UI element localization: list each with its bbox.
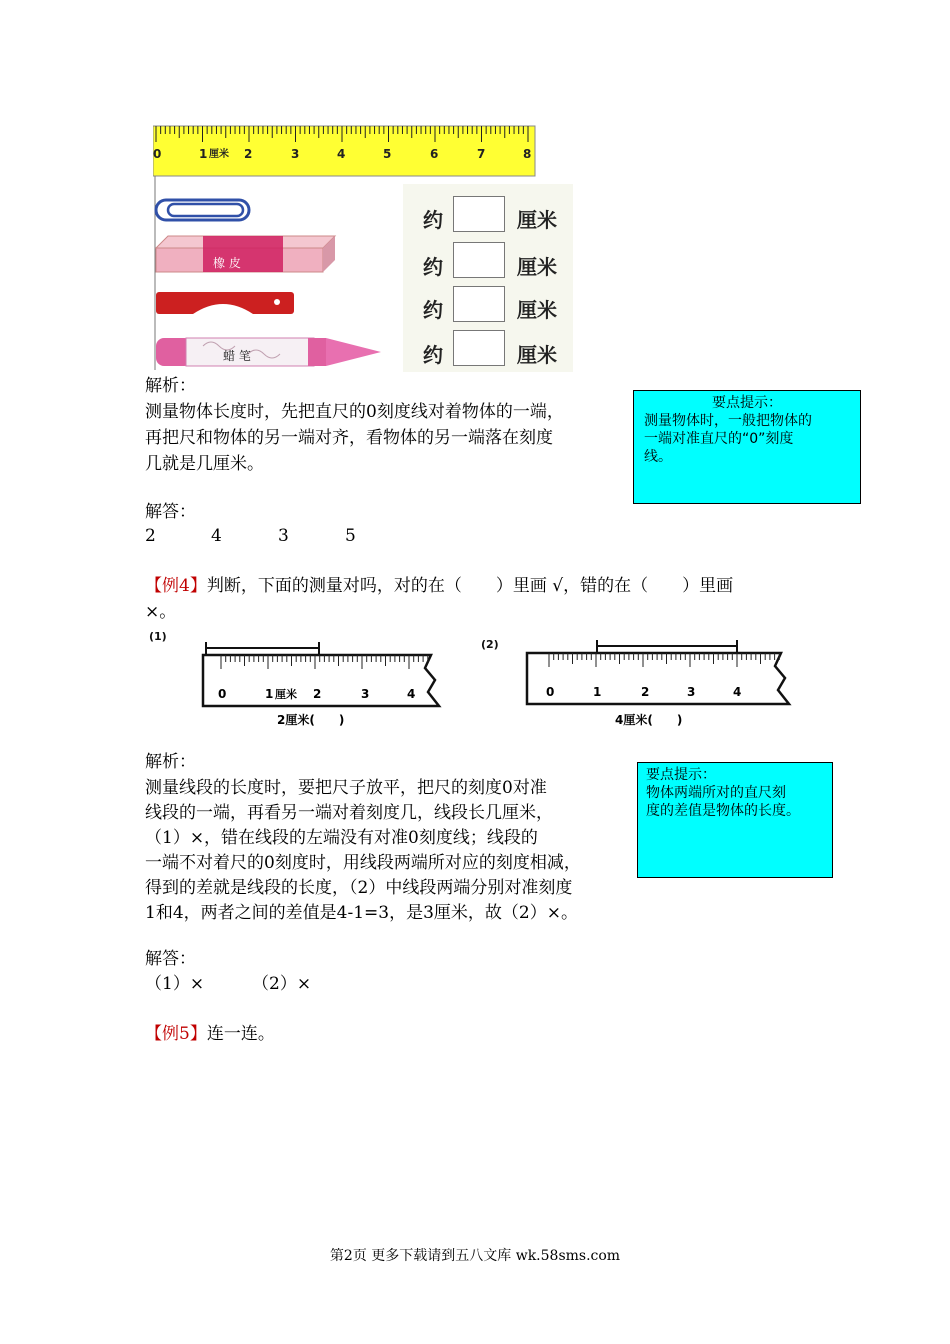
ex3-analysis-label: 解析： <box>145 376 196 396</box>
r2-tick-4: 4 <box>733 685 742 699</box>
r1-tick-0: 0 <box>218 687 227 701</box>
ex4-tag: 【例4】 <box>145 576 207 596</box>
ex4-hint-box <box>637 762 833 878</box>
ex4-analysis-line-6: 1和4，两者之间的差值是4-1=3，是3厘米，故（2）×。 <box>145 903 578 923</box>
row2-suffix: 厘米 <box>517 255 557 279</box>
tick-label-8: 8 <box>523 147 532 161</box>
crayon-label: 蜡 笔 <box>223 349 251 363</box>
ex3-hint-box <box>633 390 861 504</box>
tick-label-6: 6 <box>430 147 439 161</box>
ex5-tag: 【例5】 <box>145 1024 207 1044</box>
ex3-answer-1: 2 <box>145 526 156 546</box>
ex4-answer-label: 解答： <box>145 949 196 969</box>
answer-box-3[interactable] <box>453 286 505 322</box>
page-footer: 第2页 更多下载请到五八文库 wk.58sms.com <box>329 1248 621 1264</box>
ex3-analysis-line-3: 几就是几厘米。 <box>145 454 264 474</box>
ex4-analysis-line-2: 线段的一端，再看另一端对着刻度几，线段长几厘米， <box>145 803 553 823</box>
ex3-hint-line-1: 测量物体时，一般把物体的 <box>644 413 812 429</box>
ex4-analysis-label: 解析： <box>145 752 196 772</box>
tick-label-5: 5 <box>383 147 392 161</box>
ex5-question-text: 连一连。 <box>206 1024 275 1044</box>
tick-label-3: 3 <box>291 147 300 161</box>
ex3-analysis-line-1: 测量物体长度时，先把直尺的0刻度线对着物体的一端， <box>145 402 564 422</box>
tick-label-2: 2 <box>244 147 253 161</box>
ex4-analysis-line-4: 一端不对着尺的0刻度时，用线段两端所对应的刻度相减， <box>145 853 581 873</box>
tick-unit: 厘米 <box>209 149 229 160</box>
ex3-hint-line-2: 一端对准直尺的“0”刻度 <box>644 431 794 447</box>
ex4-analysis-line-3: （1）×，错在线段的左端没有对准0刻度线；线段的 <box>145 828 538 848</box>
r1-tick-3: 3 <box>361 687 370 701</box>
r1-tick-1: 1 <box>265 687 274 701</box>
row2-prefix: 约 <box>423 255 443 279</box>
answer-box-1[interactable] <box>453 196 505 232</box>
ex3-answer-4: 5 <box>345 526 356 546</box>
ex4-question-text: 判断，下面的测量对吗，对的在（ ）里画 √，错的在（ ）里画 <box>206 576 734 596</box>
ex3-analysis-line-2: 再把尺和物体的另一端对齐，看物体的另一端落在刻度 <box>145 428 553 448</box>
ex4-hint-title: 要点提示： <box>646 767 716 783</box>
ruler-2-body <box>527 653 789 704</box>
row4-prefix: 约 <box>423 343 443 367</box>
ex3-hint-line-3: 线。 <box>644 449 672 465</box>
ex4-hint-line-1: 物体两端所对的直尺刻 <box>646 785 786 801</box>
fig1-label: (1) <box>149 630 167 643</box>
ex3-hint-title: 要点提示： <box>712 395 782 411</box>
ruler-figure <box>153 124 573 372</box>
tick-label-4: 4 <box>337 147 346 161</box>
tick-label-1: 1 <box>199 147 208 161</box>
ex3-answer-2: 4 <box>211 526 222 546</box>
r2-tick-0: 0 <box>546 685 555 699</box>
ex5-question <box>145 1022 275 1046</box>
ex4-answer-2: （2）× <box>252 974 312 994</box>
r2-tick-1: 1 <box>593 685 602 699</box>
row1-prefix: 约 <box>423 208 443 232</box>
row4-suffix: 厘米 <box>517 343 557 367</box>
ex4-hint-line-2: 度的差值是物体的长度。 <box>646 803 800 819</box>
r2-tick-3: 3 <box>687 685 696 699</box>
r1-tick-2: 2 <box>313 687 322 701</box>
ex4-question-line-1 <box>145 574 733 598</box>
r1-tick-unit: 厘米 <box>275 688 297 701</box>
row3-prefix: 约 <box>423 298 443 322</box>
r2-tick-2: 2 <box>641 685 650 699</box>
tick-label-7: 7 <box>477 147 486 161</box>
fig2-caption: 4厘米( ) <box>615 713 683 727</box>
eraser-label: 橡 皮 <box>213 256 241 270</box>
clip-icon <box>156 292 294 314</box>
tick-label-0: 0 <box>153 147 162 161</box>
row1-suffix: 厘米 <box>517 208 557 232</box>
ex4-analysis-line-5: 得到的差就是线段的长度，（2）中线段两端分别对准刻度 <box>145 878 573 898</box>
ex4-question-line-2: ×。 <box>145 602 177 622</box>
answer-box-2[interactable] <box>453 242 505 278</box>
ex3-answer-label: 解答： <box>145 502 196 522</box>
fig2-label: (2) <box>481 638 499 651</box>
fig1-caption: 2厘米( ) <box>277 713 345 727</box>
ex4-answer-1: （1）× <box>145 974 205 994</box>
ex4-analysis-line-1: 测量线段的长度时，要把尺子放平，把尺的刻度0对准 <box>145 778 547 798</box>
ex3-answer-3: 3 <box>278 526 289 546</box>
r1-tick-4: 4 <box>407 687 416 701</box>
ex4-figure <box>145 628 805 740</box>
eraser-icon <box>156 236 335 272</box>
answer-box-4[interactable] <box>453 330 505 366</box>
row3-suffix: 厘米 <box>517 298 557 322</box>
